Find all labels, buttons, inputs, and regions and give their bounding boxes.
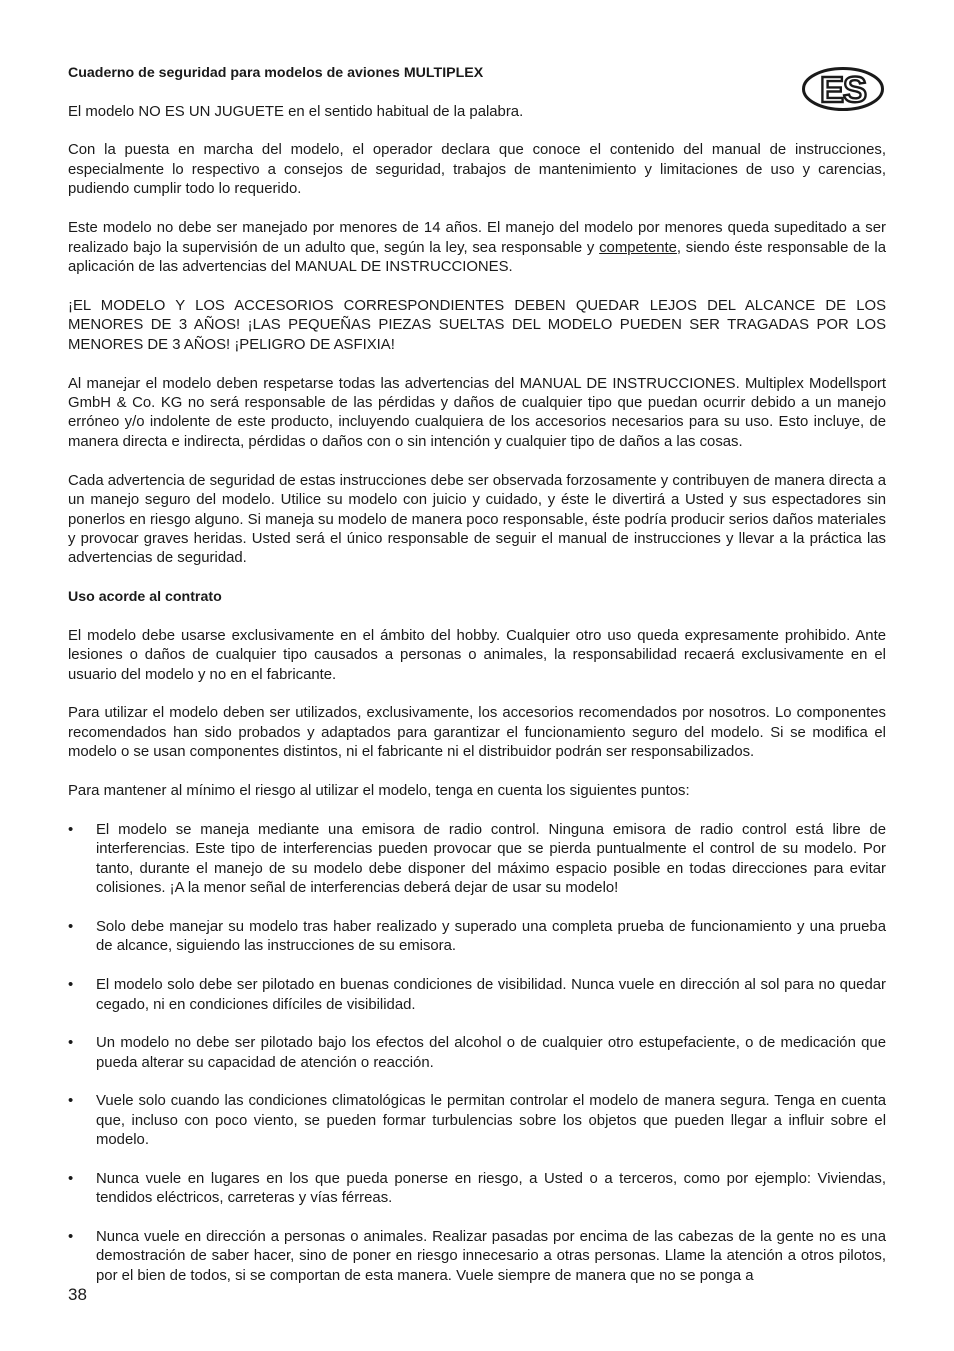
paragraph-minors-text-b: , siendo éste responsable de la aplicación de las advertencias del MANUAL DE INSTRUCCIONES. xyxy=(68,239,886,275)
list-item xyxy=(68,1034,886,1073)
list-item xyxy=(68,976,886,1015)
paragraph-minors-text-a: Este modelo no debe ser manejado por menores de 14 años. El manejo del modelo por menores queda supeditado a ser realizado bajo la supervisión de un adulto que, según la ley, sea responsable y xyxy=(68,220,886,256)
paragraph-safety-advice: Cada advertencia de seguridad de estas instrucciones debe ser observada forzosamente y contribuyen de manera directa a un manejo seguro del modelo. Utilice su modelo con juicio y cuidado, y éste le divertirá a Usted y sus espectadores sin ponerlos en riesgo alguno. Si maneja su modelo de manera poco responsable, éste podría producir serios daños materiales y provocar graves heridas. Usted será el único responsable de seguir el manual de instrucciones y llevar a la práctica las advertencias de seguridad. xyxy=(68,472,886,567)
list-item xyxy=(68,918,886,957)
section-heading-intended-use: Uso acorde al contrato xyxy=(68,589,222,606)
list-item-text: • El modelo solo debe ser pilotado en buenas condiciones de visibilidad. Nunca vuele en dirección al sol para no quedar cegado, ni en condiciones difíciles de visibilidad. xyxy=(96,977,886,1013)
paragraph-choking-warning: ¡EL MODELO Y LOS ACCESORIOS CORRESPONDIENTES DEBEN QUEDAR LEJOS DEL ALCANCE DE LOS MENORES DE 3 AÑOS! ¡LAS PEQUEÑAS PIEZAS SUELTAS DEL MODELO PUEDEN SER TRAGADAS POR LOS MENORES DE 3 AÑOS! ¡PELIGRO DE ASFIXIA! xyxy=(68,297,886,353)
list-item-text: • Un modelo no debe ser pilotado bajo los efectos del alcohol o de cualquier otro estupefaciente, o de medicación que pueda alterar su capacidad de atención o reacción. xyxy=(96,1035,886,1071)
safety-bullet-list xyxy=(68,821,886,1286)
list-item-text: • Solo debe manejar su modelo tras haber realizado y superado una completa prueba de funcionamiento y una prueba de alcance, siguiendo las instrucciones de su emisora. xyxy=(96,918,886,955)
paragraph-risk-intro: Para mantener al mínimo el riesgo al utilizar el modelo, tenga en cuenta los siguientes puntos: xyxy=(68,783,690,800)
list-item xyxy=(68,1228,886,1286)
list-item-text: • Nunca vuele en lugares en los que pueda ponerse en riesgo, a Usted o a terceros, como por ejemplo: Viviendas, tendidos eléctricos, carreteras y vías férreas. xyxy=(96,1170,886,1207)
paragraph-liability: Al manejar el modelo deben respetarse todas las advertencias del MANUAL DE INSTRUCCIONES. Multiplex Modellsport GmbH & Co. KG no será responsable de las pérdidas y daños de cualquier tipo que puedan ocurrir debido a un manejo erróneo y/o indolente de este producto, incluyendo cualquiera de los accesorios necesarios para su uso. Esto incluye, de manera directa e indirecta, pérdidas o daños con o sin intención y cualquier tipo de daños a las cosas. xyxy=(68,375,886,450)
language-badge-label: ES xyxy=(819,69,867,110)
list-item xyxy=(68,821,886,899)
paragraph-hobby-use: El modelo debe usarse exclusivamente en el ámbito del hobby. Cualquier otro uso queda expresamente prohibido. Ante lesiones o daños de cualquier tipo causados a personas o animales, la responsabilidad recaerá exclusivamente en el usuario del modelo y no en el fabricante. xyxy=(68,627,886,683)
paragraph-minors xyxy=(68,219,886,277)
list-item-text: • Vuele solo cuando las condiciones climatológicas le permitan controlar el modelo de manera segura. Tenga en cuenta que, incluso con poco viento, se pueden formar turbulencias sobre los objetos que pueden llegar a influir sobre el modelo. xyxy=(96,1093,886,1149)
document-title: Cuaderno de seguridad para modelos de aviones MULTIPLEX xyxy=(68,65,484,81)
list-item-text: • Nunca vuele en dirección a personas o animales. Realizar pasadas por encima de las cabezas de la gente no es una demostración de saber hacer, sino de poner en riesgo innecesario a otras personas. Llame la atención a otros pilotos, por el bien de todos, si se comportan de esta manera. Vuele siempre de manera que no se ponga a xyxy=(96,1228,886,1284)
paragraph-operator-declaration: Con la puesta en marcha del modelo, el operador declara que conoce el contenido del manual de instrucciones, especialmente lo respectivo a consejos de seguridad, trabajos de mantenimiento y limitaciones de uso y carencias, pudiendo cumplir todo lo requerido. xyxy=(68,142,886,198)
underlined-term-competente: competente xyxy=(599,239,677,256)
paragraph-recommended-accessories: Para utilizar el modelo deben ser utilizados, exclusivamente, los accesorios recomendados por nosotros. Lo componentes recomendados han sido probados y adaptados para garantizar el funcionamiento seguro del modelo. Si se modifica el modelo o se usan componentes distintos, ni el fabricante ni el distribuidor podrán ser responsabilizados. xyxy=(68,705,886,761)
document-body xyxy=(68,64,886,1305)
list-item-text: • El modelo se maneja mediante una emisora de radio control. Ninguna emisora de radio control está libre de interferencias. Este tipo de interferencias pueden provocar que se pierda puntualmente el control de su modelo. Por tanto, durante el manejo de su modelo debe disponer del máximo espacio posible en todas direcciones para evitar colisiones. ¡A la menor señal de interferencias deberá dejar de usar su modelo! xyxy=(96,822,886,897)
list-item xyxy=(68,1170,886,1209)
page-number: 38 xyxy=(68,1285,87,1304)
list-item xyxy=(68,1092,886,1150)
paragraph-not-a-toy: El modelo NO ES UN JUGUETE en el sentido habitual de la palabra. xyxy=(68,103,524,120)
